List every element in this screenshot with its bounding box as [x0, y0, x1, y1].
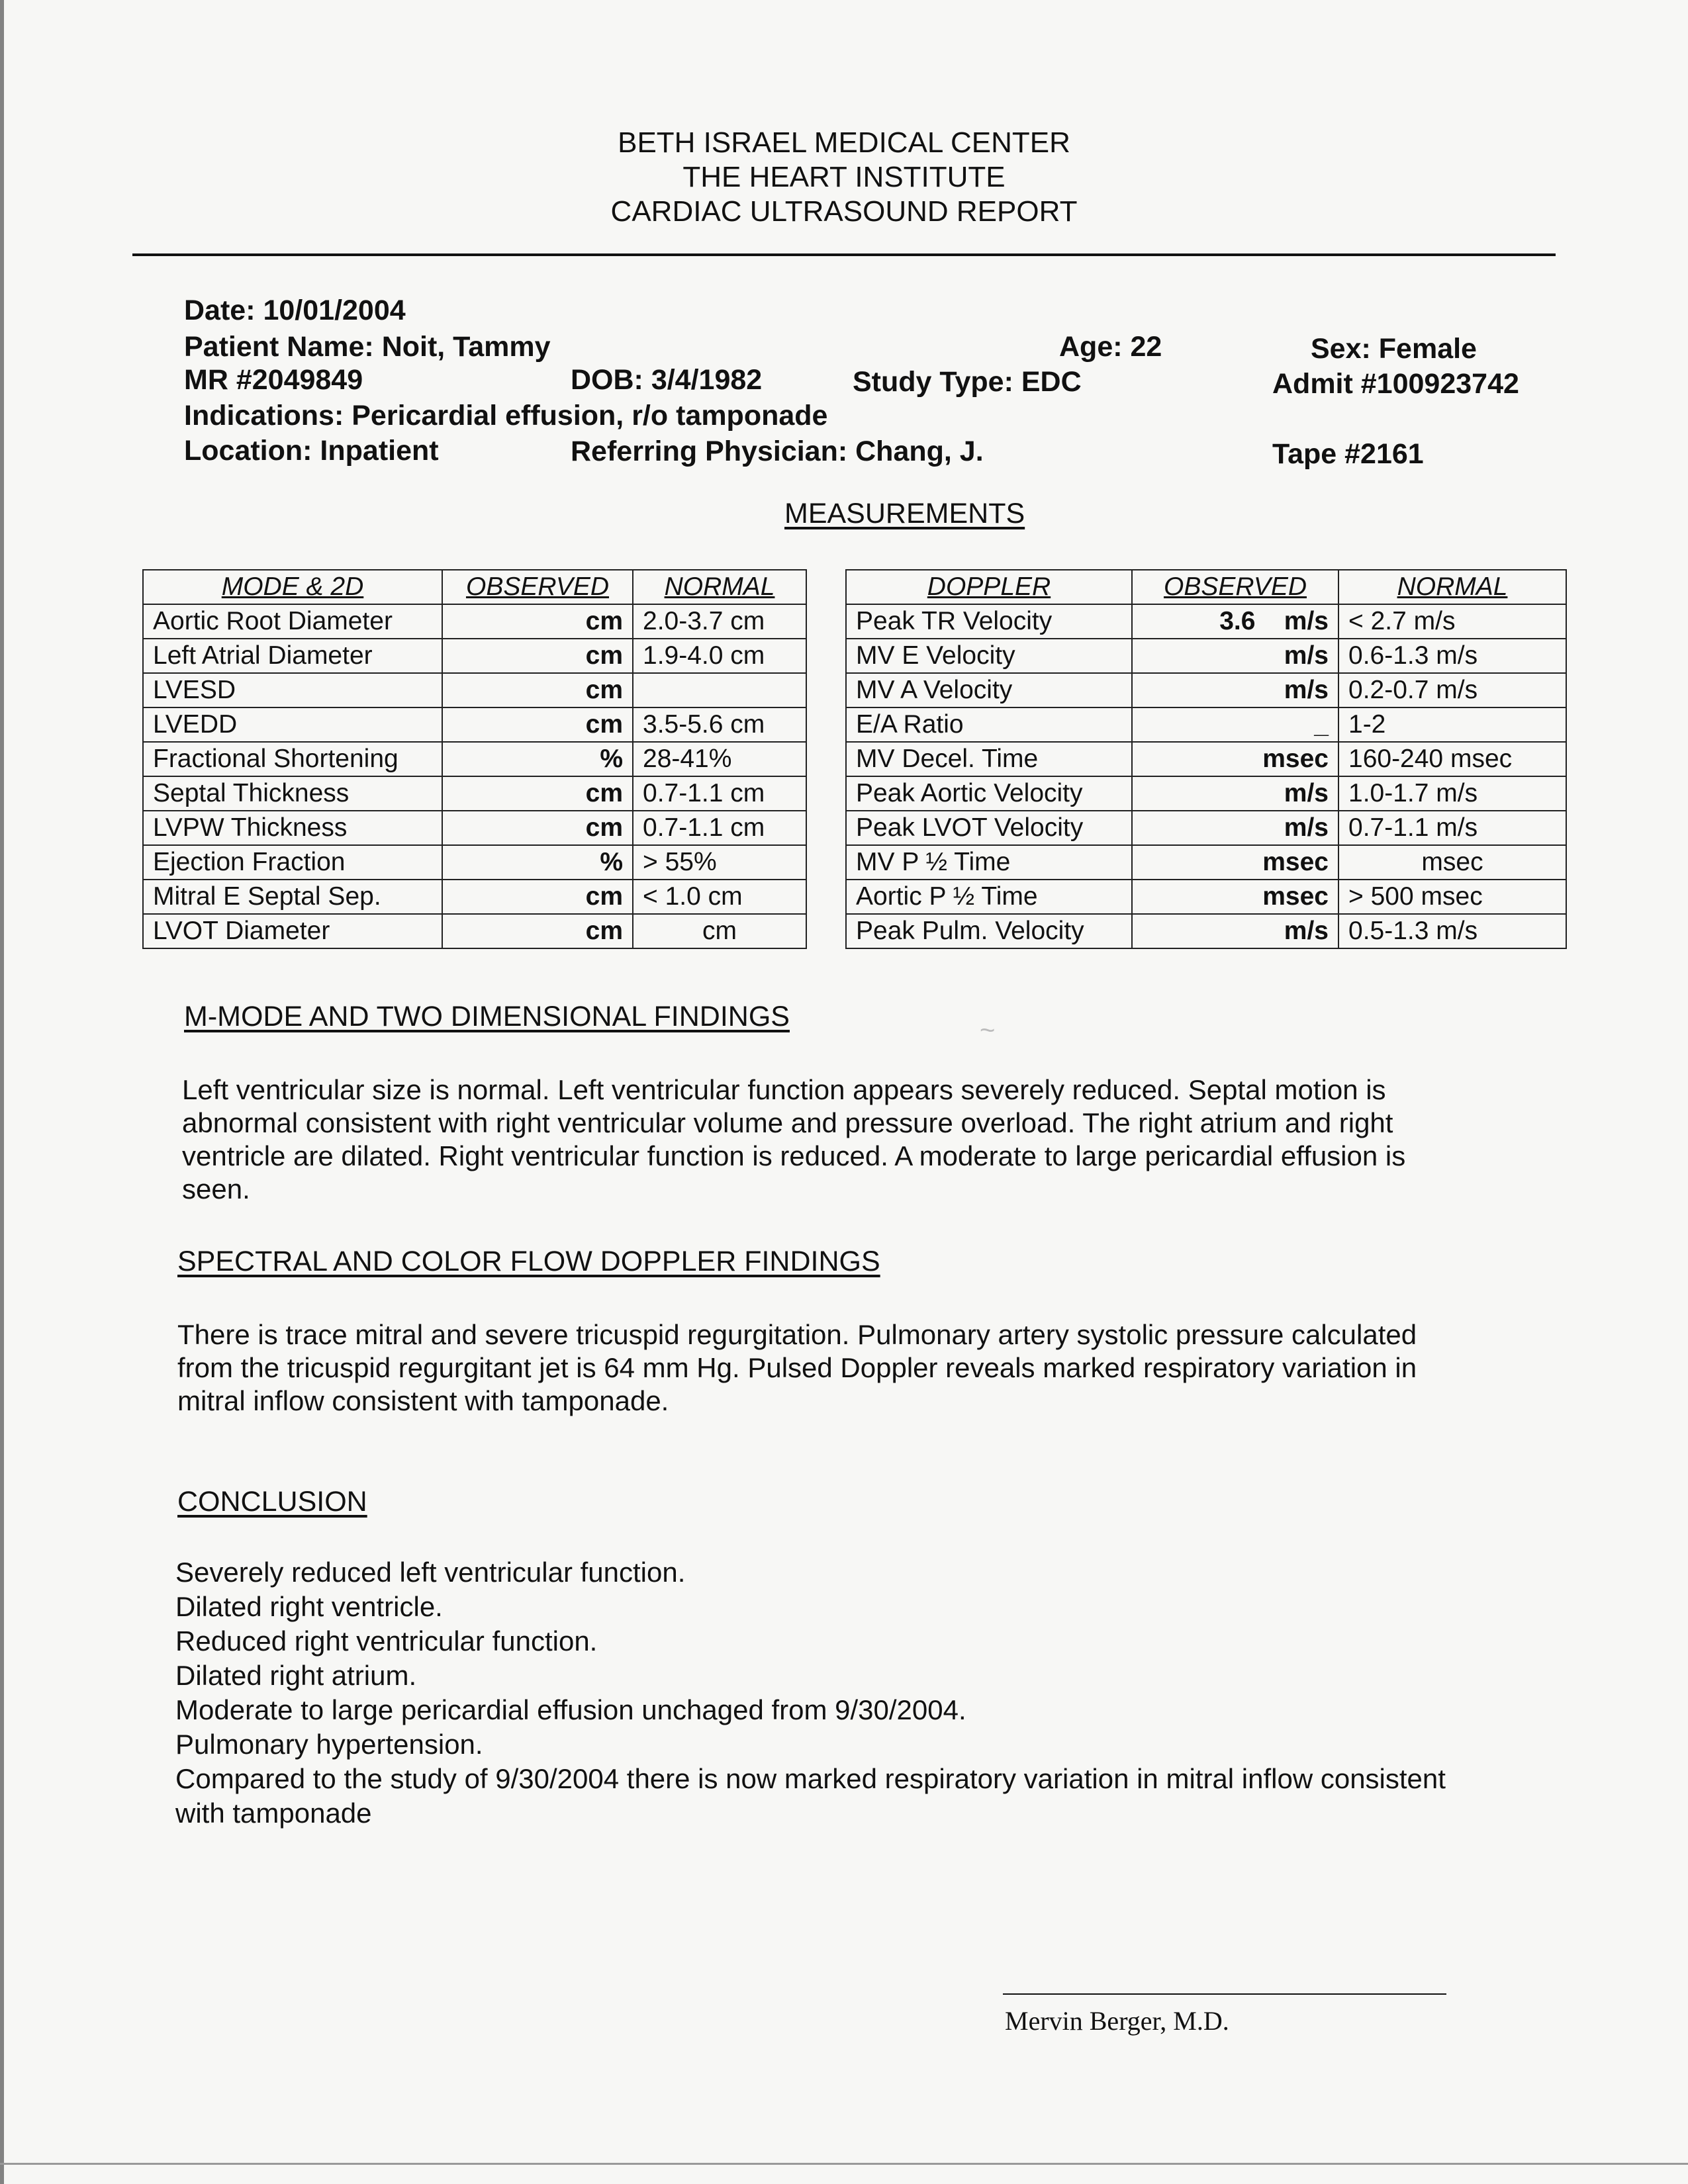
mode-normal: 0.7-1.1 cm: [633, 811, 806, 845]
mode-label: Left Atrial Diameter: [143, 639, 442, 673]
patient-sex: Sex: Female: [1311, 333, 1477, 365]
doppler-findings-title: SPECTRAL AND COLOR FLOW DOPPLER FINDINGS: [177, 1246, 880, 1277]
col-header-normal: NORMAL: [633, 570, 806, 604]
conclusion-item: Compared to the study of 9/30/2004 there is now marked respiratory variation in mitral inflow consistent: [175, 1763, 1446, 1794]
doppler-label: E/A Ratio: [846, 707, 1132, 742]
conclusion-title: CONCLUSION: [177, 1486, 367, 1518]
doppler-label: Aortic P ½ Time: [846, 880, 1132, 914]
patient-dob: DOB: 3/4/1982: [571, 364, 763, 396]
paragraph-line: Left ventricular size is normal. Left ventricular function appears severely reduced. Septal motion is: [182, 1074, 1386, 1105]
table-row: [143, 604, 1566, 639]
admit-number: Admit #100923742: [1272, 368, 1519, 400]
page-edge-shadow: [0, 0, 4, 2184]
paragraph-line: There is trace mitral and severe tricuspid regurgitation. Pulmonary artery systolic pressure calculated: [177, 1319, 1417, 1350]
column-gap: [806, 673, 846, 707]
mode-observed: cm: [442, 707, 633, 742]
measurements-table: [142, 569, 1567, 949]
doppler-normal: 0.7-1.1 m/s: [1338, 811, 1566, 845]
conclusion-item: Severely reduced left ventricular function.: [175, 1557, 686, 1588]
paragraph-line: mitral inflow consistent with tamponade.: [177, 1385, 669, 1416]
doppler-label: Peak LVOT Velocity: [846, 811, 1132, 845]
referring-physician: Referring Physician: Chang, J.: [571, 435, 984, 467]
doppler-observed: _: [1132, 707, 1338, 742]
col-header-observed: OBSERVED: [442, 570, 633, 604]
report-date: Date: 10/01/2004: [184, 295, 406, 326]
indications: Indications: Pericardial effusion, r/o tamponade: [184, 400, 828, 432]
column-gap: [806, 776, 846, 811]
mode-observed: cm: [442, 639, 633, 673]
table-row: [143, 811, 1566, 845]
table-row: [143, 742, 1566, 776]
paragraph-line: ventricle are dilated. Right ventricular function is reduced. A moderate to large pericardial effusion is: [182, 1140, 1406, 1171]
paragraph-line: abnormal consistent with right ventricular volume and pressure overload. The right atrium and right: [182, 1107, 1393, 1138]
mode-normal: 3.5-5.6 cm: [633, 707, 806, 742]
col-header-doppler-normal: NORMAL: [1338, 570, 1566, 604]
mode-label: Fractional Shortening: [143, 742, 442, 776]
mode-observed: cm: [442, 776, 633, 811]
page-bottom-edge: [0, 2163, 1688, 2165]
column-gap: [806, 880, 846, 914]
table-row: [143, 707, 1566, 742]
mode-normal: 28-41%: [633, 742, 806, 776]
paragraph-line: seen.: [182, 1173, 250, 1205]
report-header: [0, 126, 1688, 229]
doppler-normal: > 500 msec: [1338, 880, 1566, 914]
column-gap: [806, 845, 846, 880]
doppler-observed: m/s: [1132, 673, 1338, 707]
doppler-normal: 0.5-1.3 m/s: [1338, 914, 1566, 948]
doppler-observed: msec: [1132, 742, 1338, 776]
column-gap: [806, 742, 846, 776]
doppler-normal: 1.0-1.7 m/s: [1338, 776, 1566, 811]
conclusion-item: Moderate to large pericardial effusion unchaged from 9/30/2004.: [175, 1694, 966, 1725]
column-gap: [806, 811, 846, 845]
doppler-observed: 3.6 m/s: [1132, 604, 1338, 639]
report-title: CARDIAC ULTRASOUND REPORT: [610, 195, 1078, 228]
mode-normal: 0.7-1.1 cm: [633, 776, 806, 811]
doppler-observed: m/s: [1132, 639, 1338, 673]
column-gap: [806, 604, 846, 639]
doppler-label: MV Decel. Time: [846, 742, 1132, 776]
doppler-normal: msec: [1338, 845, 1566, 880]
conclusion-item: Dilated right ventricle.: [175, 1591, 443, 1622]
doppler-normal: < 2.7 m/s: [1338, 604, 1566, 639]
doppler-observed: m/s: [1132, 811, 1338, 845]
mode-observed: cm: [442, 811, 633, 845]
hospital-name: BETH ISRAEL MEDICAL CENTER: [618, 126, 1070, 159]
table-row: [143, 880, 1566, 914]
doppler-label: Peak TR Velocity: [846, 604, 1132, 639]
tape-number: Tape #2161: [1272, 438, 1424, 470]
patient-age: Age: 22: [1059, 331, 1162, 363]
mode-observed: cm: [442, 673, 633, 707]
patient-name: Patient Name: Noit, Tammy: [184, 331, 551, 363]
mode-label: Septal Thickness: [143, 776, 442, 811]
scan-smudge: ~: [980, 1016, 996, 1045]
mode-normal: 1.9-4.0 cm: [633, 639, 806, 673]
table-row: [143, 914, 1566, 948]
table-row: [143, 639, 1566, 673]
table-row: [143, 776, 1566, 811]
column-gap: [806, 914, 846, 948]
col-header-mode: MODE & 2D: [143, 570, 442, 604]
doppler-observed: m/s: [1132, 914, 1338, 948]
doppler-normal: 0.6-1.3 m/s: [1338, 639, 1566, 673]
mode-normal: < 1.0 cm: [633, 880, 806, 914]
mr-number: MR #2049849: [184, 364, 363, 396]
mode-observed: cm: [442, 914, 633, 948]
doppler-label: MV E Velocity: [846, 639, 1132, 673]
conclusion-item: Pulmonary hypertension.: [175, 1729, 483, 1760]
mode-label: LVPW Thickness: [143, 811, 442, 845]
doppler-label: Peak Aortic Velocity: [846, 776, 1132, 811]
mode-label: Mitral E Septal Sep.: [143, 880, 442, 914]
conclusion-item: Dilated right atrium.: [175, 1660, 417, 1691]
mode-label: LVOT Diameter: [143, 914, 442, 948]
column-gap: [806, 570, 846, 604]
doppler-label: MV A Velocity: [846, 673, 1132, 707]
mode-label: LVESD: [143, 673, 442, 707]
paragraph-line: from the tricuspid regurgitant jet is 64 mm Hg. Pulsed Doppler reveals marked respiratory variation in: [177, 1352, 1417, 1383]
mode-observed: %: [442, 845, 633, 880]
doppler-normal: 160-240 msec: [1338, 742, 1566, 776]
column-gap: [806, 707, 846, 742]
measurements-title: MEASUREMENTS: [784, 498, 1025, 529]
doppler-normal: 0.2-0.7 m/s: [1338, 673, 1566, 707]
mode-normal: [633, 673, 806, 707]
doppler-observed: msec: [1132, 845, 1338, 880]
table-row: [143, 673, 1566, 707]
location: Location: Inpatient: [184, 435, 439, 467]
study-type: Study Type: EDC: [853, 366, 1082, 398]
conclusion-list: [175, 1555, 1599, 1831]
mode-label: LVEDD: [143, 707, 442, 742]
col-header-doppler-observed: OBSERVED: [1132, 570, 1338, 604]
mode-normal: cm: [633, 914, 806, 948]
doppler-label: Peak Pulm. Velocity: [846, 914, 1132, 948]
doppler-label: MV P ½ Time: [846, 845, 1132, 880]
mode-label: Ejection Fraction: [143, 845, 442, 880]
mmode-findings-title: M-MODE AND TWO DIMENSIONAL FINDINGS: [184, 1001, 790, 1032]
doppler-normal: 1-2: [1338, 707, 1566, 742]
conclusion-item: Reduced right ventricular function.: [175, 1625, 598, 1657]
table-row: [143, 845, 1566, 880]
mode-observed: %: [442, 742, 633, 776]
doppler-observed: msec: [1132, 880, 1338, 914]
institute-name: THE HEART INSTITUTE: [682, 161, 1006, 193]
mode-observed: cm: [442, 880, 633, 914]
header-divider: [132, 253, 1556, 256]
signature-line: [1003, 1993, 1446, 1995]
mode-normal: 2.0-3.7 cm: [633, 604, 806, 639]
physician-signature-name: Mervin Berger, M.D.: [1005, 2006, 1229, 2036]
col-header-doppler: DOPPLER: [846, 570, 1132, 604]
mode-label: Aortic Root Diameter: [143, 604, 442, 639]
mmode-findings-text: [182, 1073, 1405, 1206]
mode-normal: > 55%: [633, 845, 806, 880]
doppler-findings-text: [177, 1318, 1417, 1418]
mode-observed: cm: [442, 604, 633, 639]
column-gap: [806, 639, 846, 673]
conclusion-item: with tamponade: [175, 1797, 372, 1829]
table-header-row: [143, 570, 1566, 604]
doppler-observed: m/s: [1132, 776, 1338, 811]
